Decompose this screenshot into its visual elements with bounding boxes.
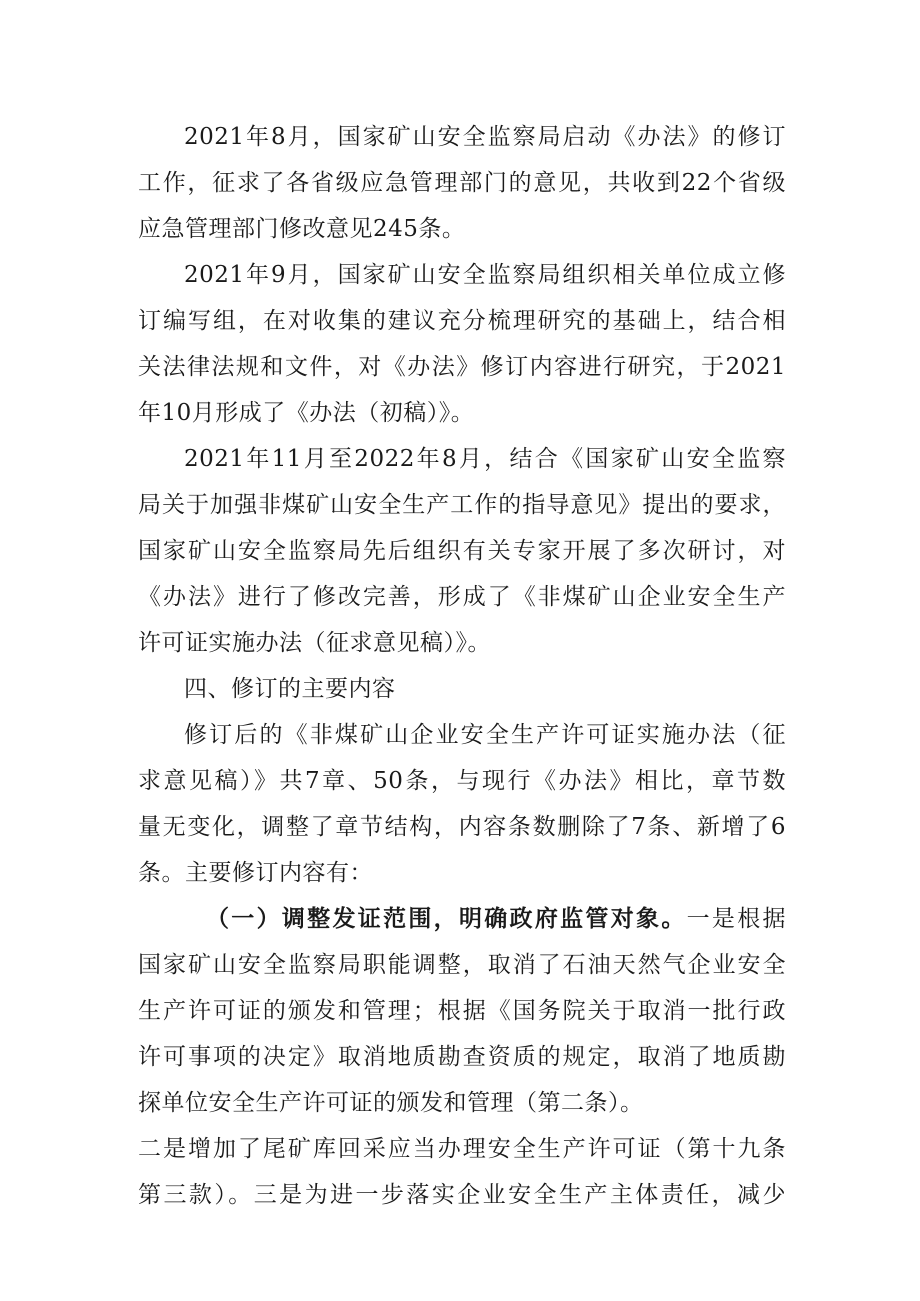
text-line: 国家矿山安全监察局先后组织有关专家开展了多次研讨，对 [138,538,786,564]
paragraph-group-1 [138,114,786,896]
text-line: 年10月形成了《办法（初稿）》。 [138,400,475,426]
text-line: 《办法》进行了修改完善，形成了《非煤矿山企业安全生产 [138,584,786,610]
text-line: 关法律法规和文件，对《办法》修订内容进行研究，于2021 [138,354,786,380]
text-line: 2021年8月，国家矿山安全监察局启动《办法》的修订 [184,124,786,150]
text-line: 生产许可证的颁发和管理；根据《国务院关于取消一批行政 [138,998,786,1024]
text-line: 修订后的《非煤矿山企业安全生产许可证实施办法（征 [184,722,786,748]
text-line: 四、修订的主要内容 [184,676,396,702]
text-line: 局关于加强非煤矿山安全生产工作的指导意见》提出的要求， [138,492,786,518]
text-line: 量无变化，调整了章节结构，内容条数删除了7条、新增了6 [138,814,786,840]
text-line: 许可事项的决定》取消地质勘查资质的规定，取消了地质勘 [138,1044,786,1070]
section-heading: （一）调整发证范围，明确政府监管对象。 [206,906,687,932]
text-line: 订编写组，在对收集的建议充分梳理研究的基础上，结合相 [138,308,786,334]
text-line: 第三款）。三是为进一步落实企业安全生产主体责任，减少 [138,1182,786,1208]
text-line: 许可证实施办法（征求意见稿）》。 [138,630,491,656]
document-body [138,114,786,1218]
text-line: 探单位安全生产许可证的颁发和管理（第二条）。 [138,1090,644,1116]
section-heading-continuation: 一是根据 [686,906,787,932]
text-line: 求意见稿）》共7章、50条，与现行《办法》相比，章节数 [138,768,786,794]
text-line: 工作，征求了各省级应急管理部门的意见，共收到22个省级 [138,170,786,196]
text-line: 二是增加了尾矿库回采应当办理安全生产许可证（第十九条 [138,1136,786,1162]
text-line: 2021年9月，国家矿山安全监察局组织相关单位成立修 [184,262,786,288]
text-line: 国家矿山安全监察局职能调整，取消了石油天然气企业安全 [138,952,786,978]
text-line: 条。主要修订内容有： [138,860,373,886]
section-heading-line [138,896,786,942]
text-line: 2021年11月至2022年8月，结合《国家矿山安全监察 [184,446,786,472]
paragraph-group-2 [138,942,786,1218]
text-line: 应急管理部门修改意见245条。 [138,216,466,242]
